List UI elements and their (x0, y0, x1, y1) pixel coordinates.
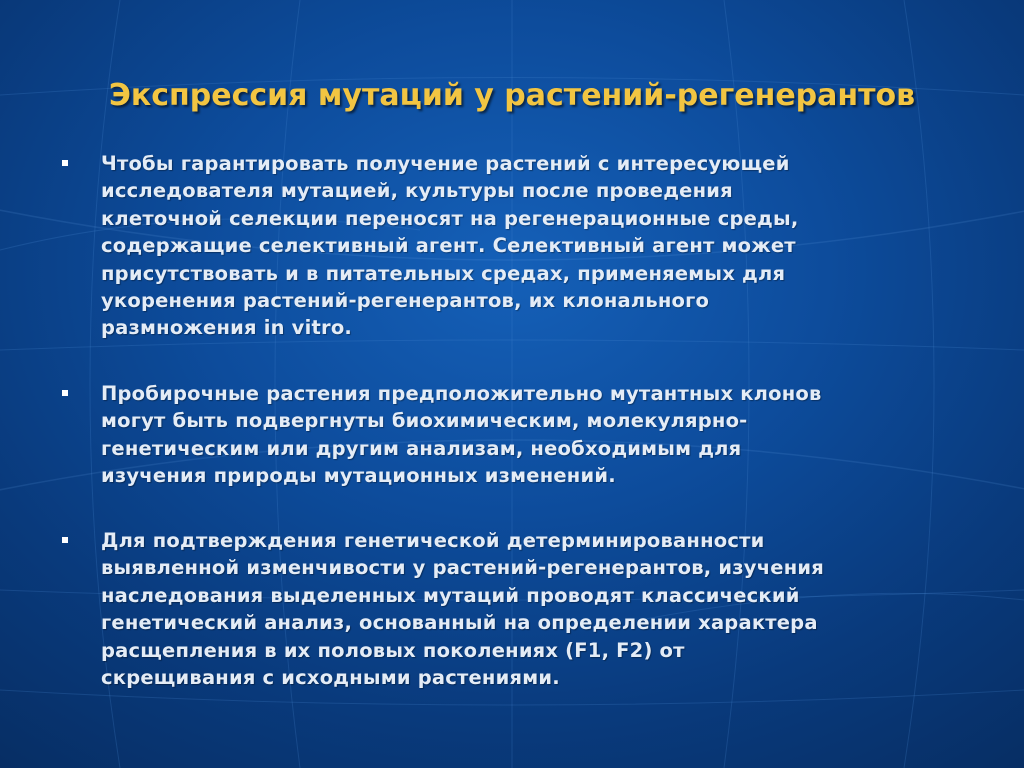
bullet-text: Для подтверждения генетической детерминированности выявленной изменчивости у растений-регенерантов, изучения наследования выделенных мутаций проводят классический генетический анализ, основанный на определении характера расщепления в их половых поколениях (F1, F2) от скрещивания с исходными растениями. (101, 529, 824, 690)
square-bullet-icon (62, 537, 68, 543)
slide-title: Экспрессия мутаций у растений-регенерантов (108, 78, 916, 113)
bullet-text: Чтобы гарантировать получение растений с интересующей исследователя мутацией, культуры после проведения клеточной селекции переносят на регенерационные среды, содержащие селективный агент. Селективный агент может присутствовать и в питательных средах, применяемых для укоренения растений-регенерантов, их клонального размножения in vitro. (101, 152, 799, 340)
square-bullet-icon (62, 160, 68, 166)
square-bullet-icon (62, 390, 68, 396)
bullet-text: Пробирочные растения предположительно мутантных клонов могут быть подвергнуты биохимическим, молекулярно- генетическим или другим анализам, необходимым для изучения природы мутационных изменений. (101, 382, 822, 488)
